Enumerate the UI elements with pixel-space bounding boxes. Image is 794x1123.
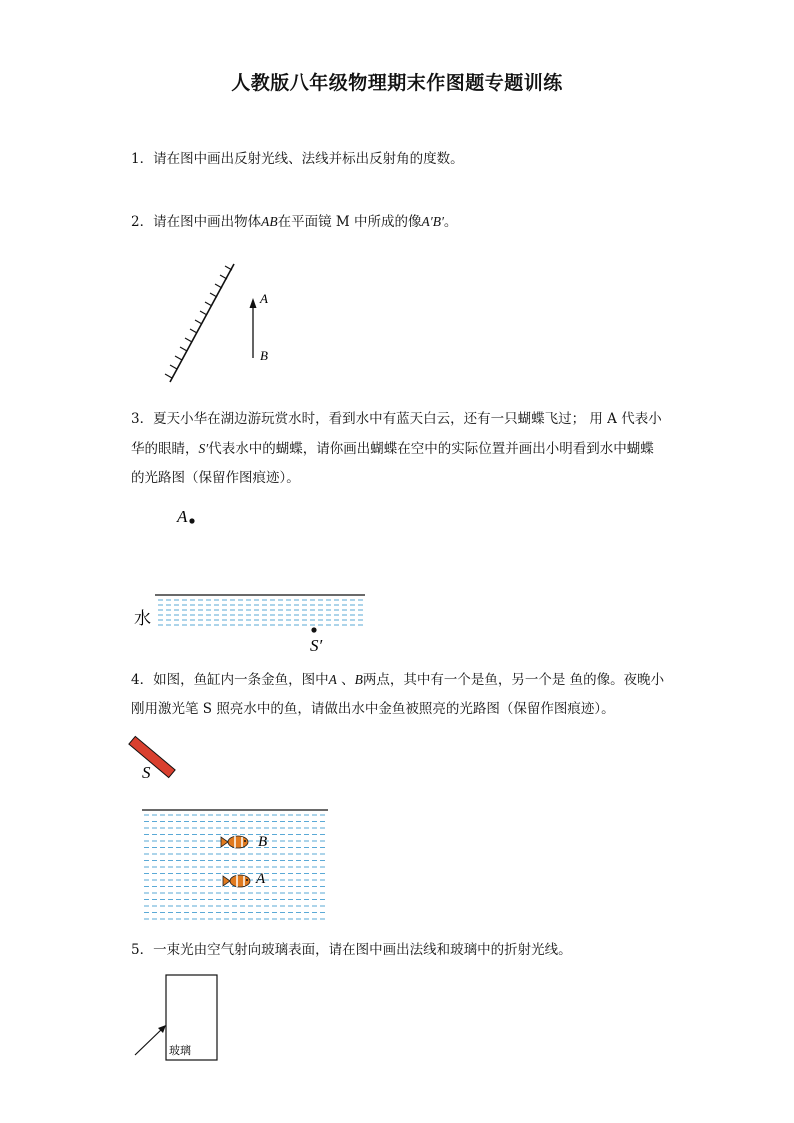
figure-5-glass — [130, 970, 230, 1065]
question-text: 请在图中画出物体 — [153, 214, 262, 230]
glass-label: 玻璃 — [169, 1045, 191, 1057]
question-text: 在平面镜 M 中所成的像 — [277, 214, 422, 230]
image-apbp-label: A′B′ — [421, 214, 444, 229]
figure-4-fish-tank — [130, 735, 350, 925]
water-hatching — [158, 600, 364, 625]
s-prime-point-label: S′ — [310, 636, 323, 655]
point-b-label: B — [258, 834, 268, 850]
question-text: 、 — [336, 672, 355, 688]
question-text: 代表水中的蝴蝶，请你画出蝴蝶在空中的实际位置并画出小明看到水中蝴蝶的光路图（保留作图痕迹）。 — [131, 441, 654, 486]
figure-2-mirror — [160, 258, 290, 388]
question-number: 3． — [131, 411, 154, 427]
point-b-label: B — [260, 348, 268, 363]
water-hatching — [144, 815, 327, 919]
point-a-ref: A — [328, 672, 337, 687]
question-5 — [131, 936, 666, 965]
question-1 — [131, 145, 666, 174]
question-text: 夏天小华在湖边游玩赏水时，看到水中有蓝天白云，还有一只蝴蝶飞过； 用 A 代表小华的眼睛， — [131, 411, 662, 457]
question-text: 请在图中画出反射光线、法线并标出反射角的度数。 — [153, 151, 464, 167]
eye-a-label: A — [177, 507, 188, 526]
point-a-label: A — [256, 871, 266, 887]
figure-3-water — [130, 500, 380, 660]
incident-ray — [135, 1028, 163, 1055]
question-number: 5． — [131, 942, 154, 958]
page-title: 人教版八年级物理期末作图题专题训练 — [231, 72, 563, 94]
object-ab-label: AB — [261, 214, 278, 229]
question-text: 两点，其中有一个是鱼，另一个是 鱼的像。夜晚小刚用激光笔 S 照亮水中的鱼，请做出水中金鱼被照亮的光路图（保留作图痕迹）。 — [131, 672, 665, 717]
butterfly-image-point — [311, 627, 316, 632]
question-number: 2． — [131, 214, 154, 230]
laser-s-label: S — [142, 763, 151, 782]
question-text: 。 — [443, 214, 458, 230]
eye-a-point — [189, 518, 194, 523]
question-3 — [131, 405, 666, 493]
water-label: 水 — [134, 609, 151, 628]
fish-icon — [221, 836, 248, 848]
s-prime-label: S′ — [198, 441, 209, 456]
question-number: 4． — [131, 672, 154, 688]
point-b-ref: B — [354, 672, 363, 687]
laser-pen — [129, 736, 175, 777]
question-text: 如图，鱼缸内一条金鱼，图中 — [153, 672, 329, 688]
question-text: 一束光由空气射向玻璃表面，请在图中画出法线和玻璃中的折射光线。 — [153, 942, 572, 958]
question-4 — [131, 665, 666, 724]
fish-icon — [223, 875, 250, 887]
question-2 — [131, 207, 666, 237]
mirror-hatching — [165, 266, 232, 378]
question-number: 1． — [131, 151, 154, 167]
plane-mirror — [170, 264, 234, 382]
point-a-label: A — [260, 291, 268, 306]
arrow-head-icon — [250, 298, 257, 308]
